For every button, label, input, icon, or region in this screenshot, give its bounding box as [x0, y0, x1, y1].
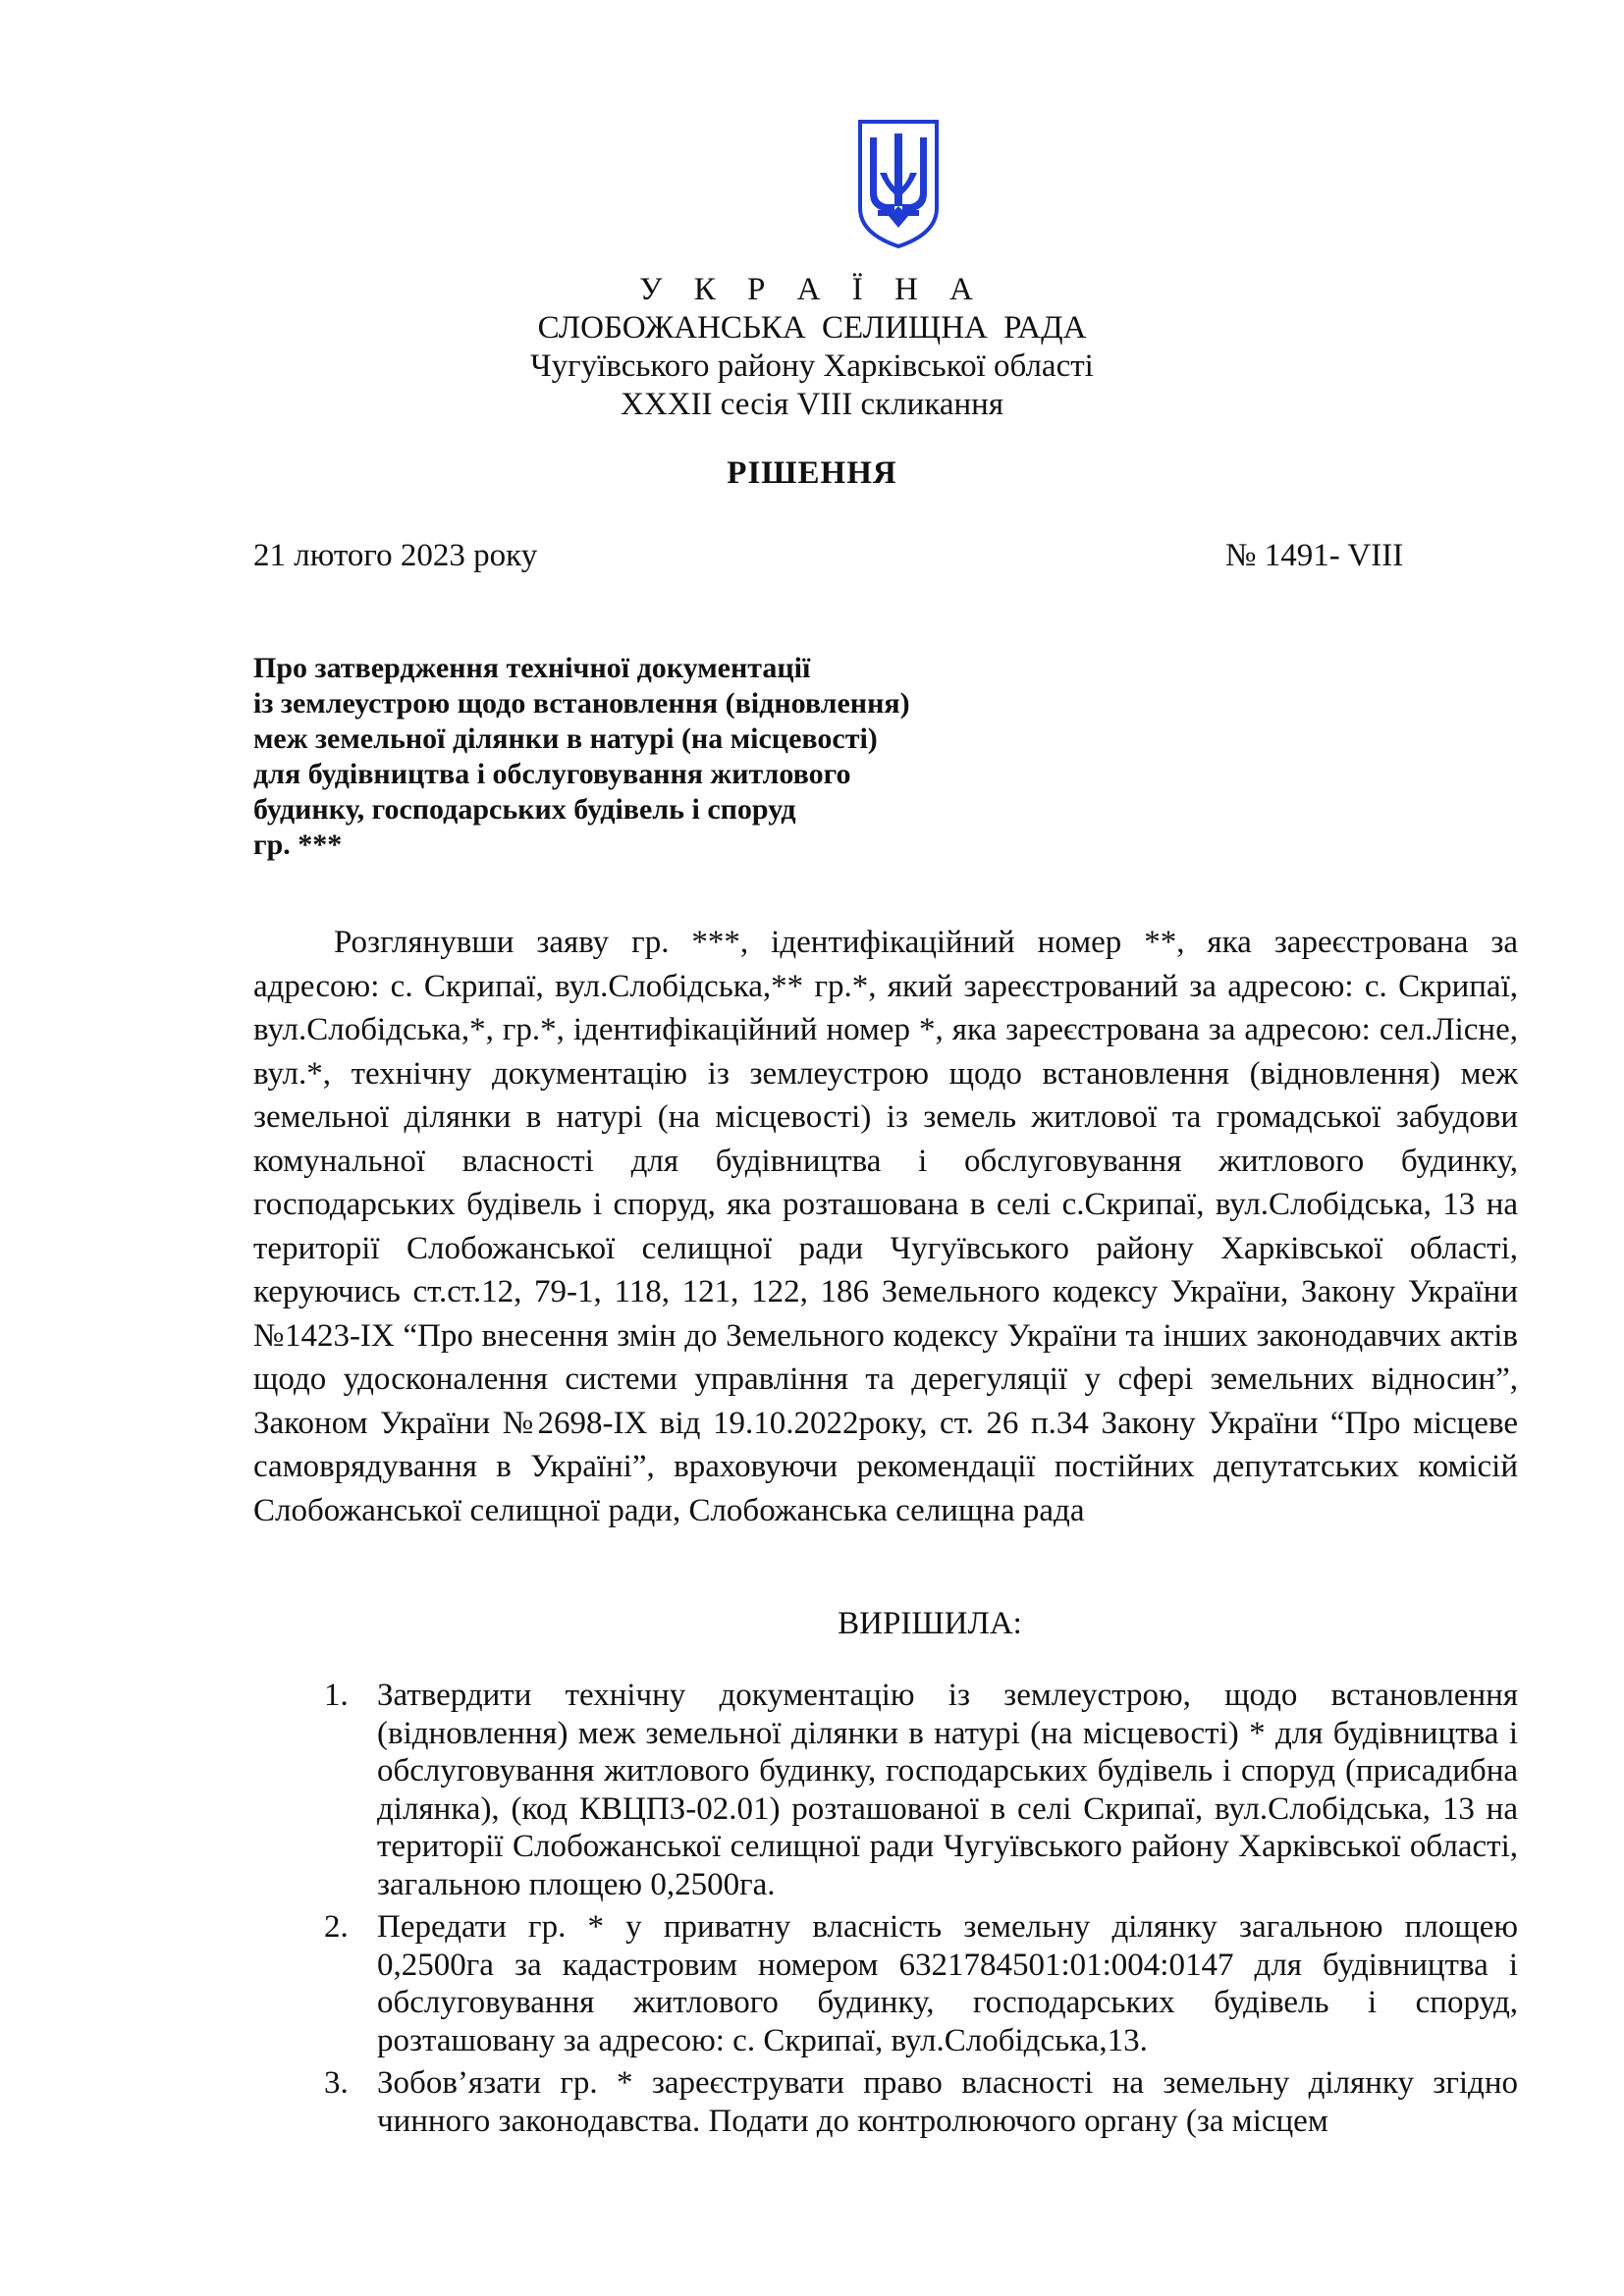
item-number: 2. — [324, 1909, 349, 1945]
subject-line: для будівництва і обслуговування житлового — [253, 758, 851, 790]
resolved-heading: ВИРІШИЛА: — [838, 1606, 1022, 1641]
decision-number: № 1491- VIII — [1225, 538, 1404, 573]
district-name: Чугуївського району Харківської області — [530, 348, 1094, 384]
decision-subject — [253, 651, 1000, 863]
subject-line: Про затвердження технічної документації — [253, 652, 811, 684]
decision-item — [253, 1908, 1518, 2059]
item-number: 3. — [324, 2065, 349, 2101]
session-info: XXXII сесія VIII скликання — [620, 387, 1004, 422]
item-text: Затвердити технічну документацію із землеустрою, щодо встановлення (відновлення) меж земельної ділянки в натурі (на місцевості) * для будівництва і обслуговування житлового будинку, господарських будівель і споруд (присадибна ділянка), (код КВЦПЗ-02.01) розташованої в селі Скрипаї, вул.Слобідська, 13 на території Слобожанської селищної ради Чугуївського району Харківської області, загальною площею 0,2500га. — [377, 1678, 1518, 1902]
item-text: Передати гр. * у приватну власність земельну ділянку загальною площею 0,2500га за кадастровим номером 6321784501:01:004:0147 для будівництва і обслуговування житлового будинку, господарських будівель і споруд, розташовану за адресою: с. Скрипаї, вул.Слобідська,13. — [377, 1909, 1518, 2058]
document-header — [0, 271, 1624, 424]
council-name: СЛОБОЖАНСЬКА СЕЛИЩНА РАДА — [537, 310, 1087, 346]
country-name: У К Р А Ї Н А — [639, 272, 985, 307]
item-number: 1. — [324, 1678, 349, 1713]
trident-coat-of-arms-icon — [856, 118, 941, 250]
preamble-paragraph: Розглянувши заяву гр. ***, ідентифікаційний номер **, яка зареєстрована за адресою: с. Скрипаї, вул.Слобідська,** гр.*, який зареєстрований за адресою: с. Скрипаї, вул.Слобідська,*, гр.*, ідентифікаційний номер *, яка зареєстрована за адресою: сел.Лісне, вул.*, технічну документацію із землеустрою щодо встановлення (відновлення) меж земельної ділянки в натурі (на місцевості) із земель житлової та громадської забудови комунальної власності для будівництва і обслуговування житлового будинку, господарських будівель і споруд, яка розташована в селі с.Скрипаї, вул.Слобідська, 13 на території Слобожанської селищної ради Чугуївського району Харківської області, керуючись ст.ст.12, 79-1, 118, 121, 122, 186 Земельного кодексу України, Закону України №1423-IX “Про внесення змін до Земельного кодексу України та інших законодавчих актів щодо удосконалення системи управління та дерегуляції у сфері земельних відносин”, Законом України №2698-IX від 19.10.2022року, ст. 26 п.34 Закону України “Про місцеве самоврядування в Україні”, враховуючи рекомендації постійних депутатських комісій Слобожанської селищної ради, Слобожанська селищна рада — [253, 925, 1518, 1528]
decision-date: 21 лютого 2023 року — [253, 538, 538, 573]
document-type-title: РІШЕННЯ — [727, 455, 897, 491]
item-text: Зобов’язати гр. * зареєструвати право власності на земельну ділянку згідно чинного законодавства. Подати до контролюючого органу (за місцем — [377, 2065, 1518, 2139]
subject-line: із землеустрою щодо встановлення (відновлення) — [253, 687, 910, 720]
decision-item — [253, 2064, 1518, 2140]
decision-items-list — [253, 1677, 1518, 2145]
subject-line: меж земельної ділянки в натурі (на місцевості) — [253, 722, 878, 755]
subject-line: будинку, господарських будівель і споруд — [253, 793, 796, 826]
subject-line: гр. *** — [253, 828, 343, 861]
decision-item — [253, 1677, 1518, 1903]
